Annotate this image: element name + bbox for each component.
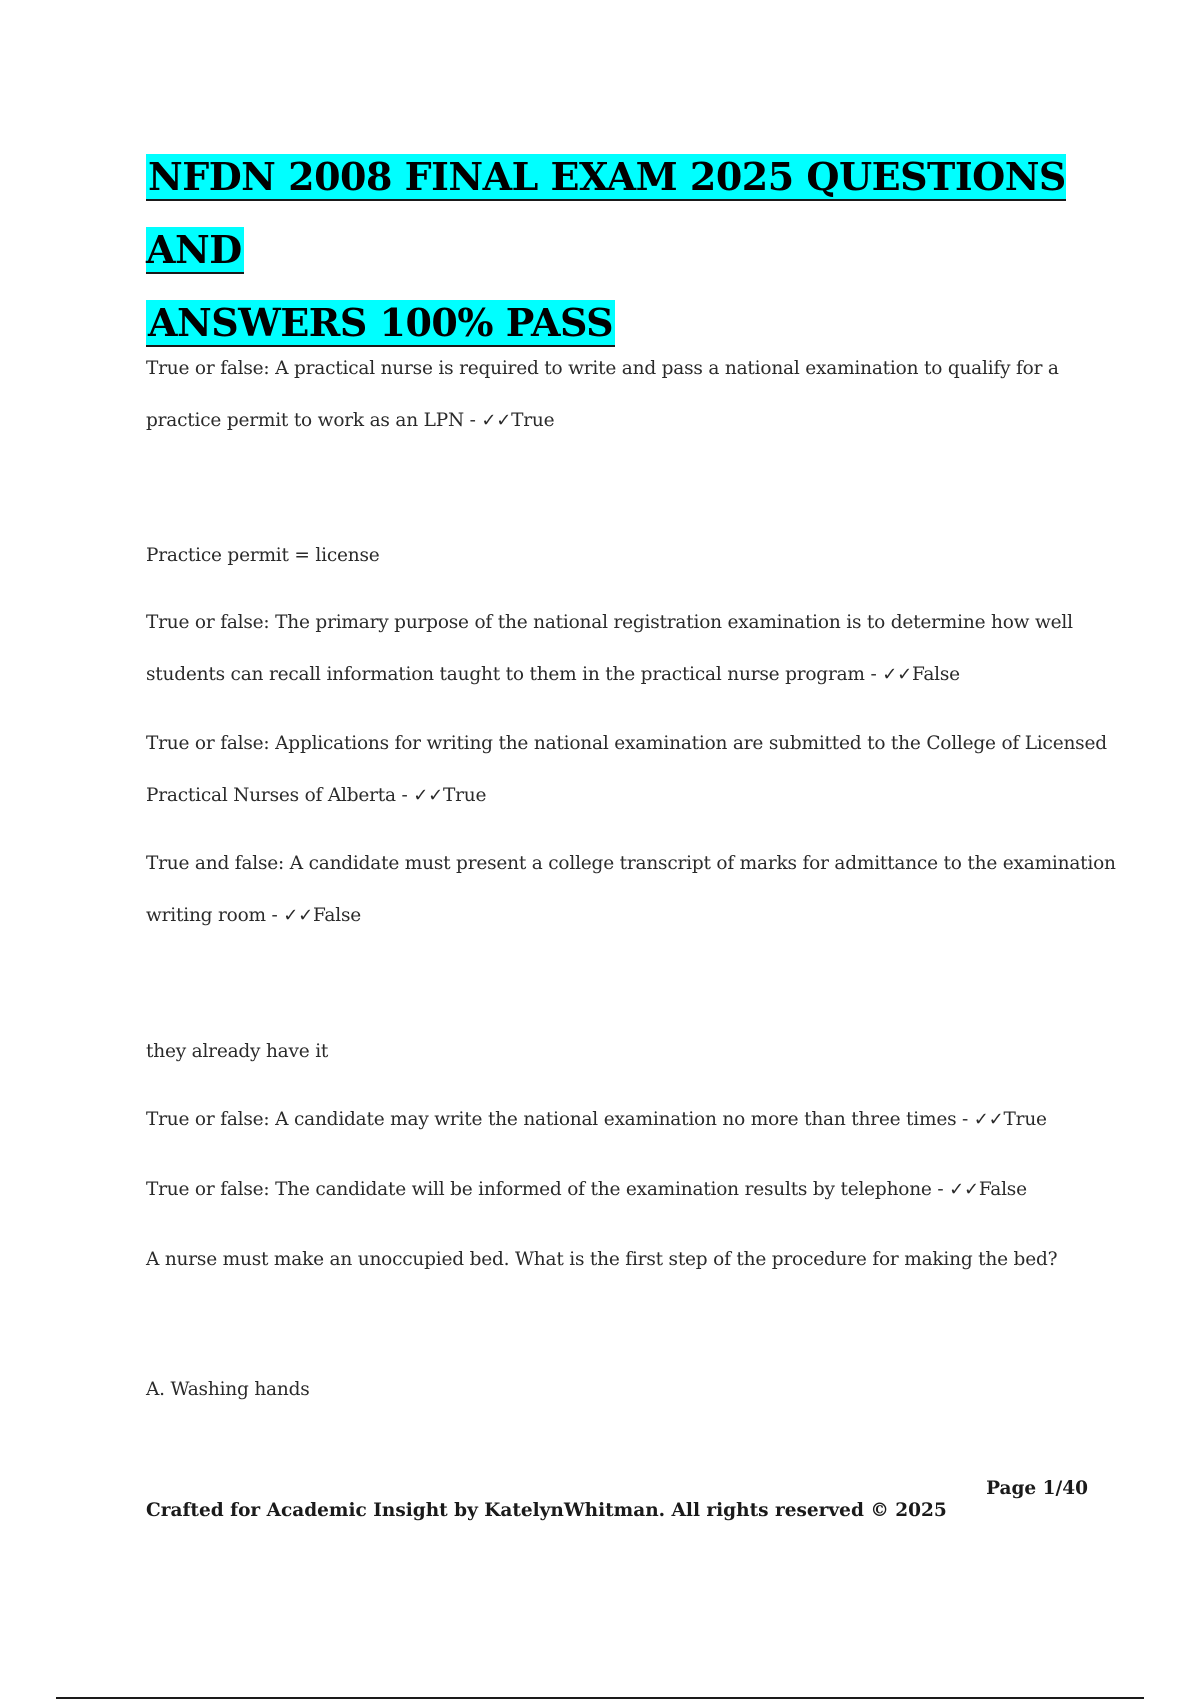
question-4-text: writing room - (146, 905, 284, 926)
answer-5: True (1003, 1109, 1047, 1130)
question-7: A nurse must make an unoccupied bed. What is the first step of the procedure for making the bed? (146, 1249, 1058, 1270)
question-4-line-2 (146, 903, 361, 929)
question-3-line-2 (146, 783, 486, 809)
double-check-icon: ✓✓ (949, 1179, 979, 1200)
page-number: Page 1/40 (986, 1478, 1088, 1499)
question-1-line-1: True or false: A practical nurse is required to write and pass a national examination to qualify for a (146, 358, 1059, 379)
answer-3: True (443, 785, 487, 806)
question-1-line-2 (146, 408, 554, 434)
question-6-text: True or false: The candidate will be informed of the examination results by telephone - (146, 1179, 950, 1200)
double-check-icon: ✓✓ (413, 785, 444, 806)
question-2-line-2 (146, 662, 960, 688)
note-practice-permit: Practice permit = license (146, 545, 380, 566)
question-5 (146, 1107, 1047, 1133)
page-bottom-rule (56, 1697, 1144, 1699)
question-4-line-1: True and false: A candidate must present a college transcript of marks for admittance to the examination (146, 853, 1116, 874)
document-title (146, 140, 1096, 359)
question-3-text: Practical Nurses of Alberta - (146, 785, 414, 806)
option-a: A. Washing hands (146, 1379, 310, 1400)
title-line-2: ANSWERS 100% PASS (148, 300, 614, 345)
question-1-text: practice permit to work as an LPN - (146, 410, 482, 431)
double-check-icon: ✓✓ (973, 1109, 1004, 1130)
answer-2: False (911, 664, 960, 685)
question-6 (146, 1177, 1027, 1203)
footer-credit: Crafted for Academic Insight by KatelynWhitman. All rights reserved © 2025 (146, 1500, 947, 1521)
answer-6: False (978, 1179, 1027, 1200)
note-already-have-it: they already have it (146, 1041, 329, 1062)
double-check-icon: ✓✓ (882, 664, 912, 685)
question-2-text: students can recall information taught to them in the practical nurse program - (146, 664, 883, 685)
question-3-line-1: True or false: Applications for writing the national examination are submitted to the College of Licensed (146, 733, 1107, 754)
question-5-text: True or false: A candidate may write the national examination no more than three times - (146, 1109, 974, 1130)
double-check-icon: ✓✓ (481, 410, 512, 431)
question-2-line-1: True or false: The primary purpose of the national registration examination is to determine how well (146, 612, 1073, 633)
double-check-icon: ✓✓ (283, 905, 314, 926)
answer-1: True (511, 410, 555, 431)
answer-4: False (313, 905, 362, 926)
title-line-1: NFDN 2008 FINAL EXAM 2025 QUESTIONS AND (146, 154, 1066, 272)
